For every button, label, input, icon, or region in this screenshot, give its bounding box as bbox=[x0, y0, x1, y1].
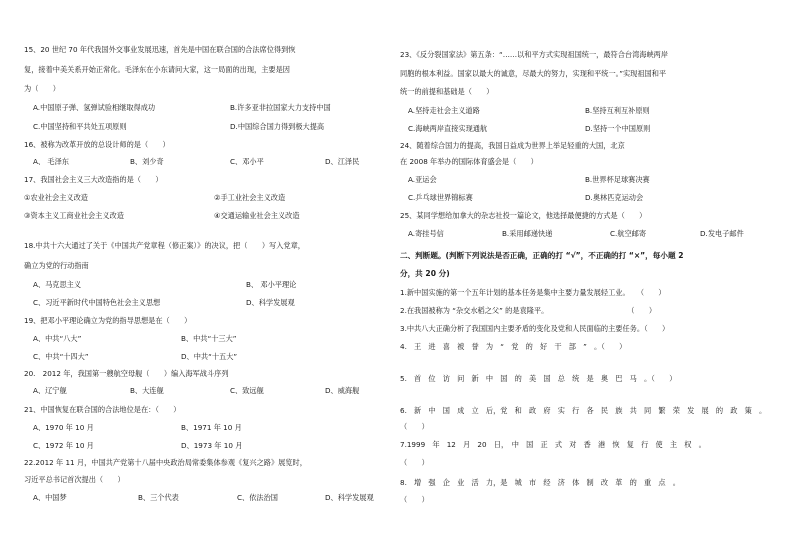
q24-stem-line2: 在 2008 年举办的国际体育盛会是（ ） bbox=[400, 157, 538, 166]
q19-option-a: A、中共“八大” bbox=[33, 334, 82, 343]
q15-option-b: B.许多亚非拉国家大力支持中国 bbox=[230, 103, 331, 112]
q17-option-2: ②手工业社会主义改造 bbox=[214, 193, 286, 202]
q19-option-c: C、中共“十四大” bbox=[33, 352, 89, 361]
q15-option-a: A.中国原子弹、氢弹试验相继取得成功 bbox=[33, 103, 156, 112]
q19-option-b: B、中共“十三大” bbox=[181, 334, 237, 343]
q16-option-a: A、 毛泽东 bbox=[33, 157, 69, 166]
q25-option-c: C.航空邮寄 bbox=[610, 229, 647, 238]
q20-stem: 20. 2012 年，我国第一艘航空母舰（ ）编入海军战斗序列 bbox=[24, 369, 229, 378]
q18-option-a: A、马克思主义 bbox=[33, 280, 82, 289]
q23-option-d: D.坚持一个中国原则 bbox=[585, 124, 651, 133]
q18-stem-line2: 确立为党的行动指南 bbox=[24, 261, 89, 270]
tf-statement-3: 3.中共八大正确分析了我国国内主要矛盾的变化及党和人民面临的主要任务。（ ） bbox=[400, 324, 670, 333]
q18-option-c: C、习近平新时代中国特色社会主义思想 bbox=[33, 298, 161, 307]
q19-option-d: D、中共“十五大” bbox=[181, 352, 238, 361]
q22-option-a: A、中国梦 bbox=[33, 493, 67, 502]
q20-option-a: A、辽宁舰 bbox=[33, 386, 67, 395]
q16-stem: 16、被称为改革开放的总设计师的是（ ） bbox=[24, 140, 170, 149]
q21-option-a: A、1970 年 10 月 bbox=[33, 423, 94, 432]
q23-stem-line3: 统一的前提和基础是（ ） bbox=[400, 87, 494, 96]
tf-statement-7-blank: （ ） bbox=[400, 458, 429, 467]
tf-statement-6-blank: （ ） bbox=[400, 422, 429, 431]
q15-stem-line1: 15、20 世纪 70 年代我国外交事业发展迅速，首先是中国在联合国的合法席位得到恢 bbox=[24, 45, 296, 54]
q24-option-d: D.奥林匹克运动会 bbox=[585, 193, 644, 202]
tf-statement-6: 6. 新 中 国 成 立 后，党 和 政 府 实 行 各 民 族 共 同 繁 荣 发 展 的 政 策 。 bbox=[400, 406, 767, 415]
q16-option-b: B、刘少奇 bbox=[130, 157, 164, 166]
q21-option-b: B、1971 年 10 月 bbox=[181, 423, 242, 432]
q21-stem: 21、中国恢复在联合国的合法地位是在：（ ） bbox=[24, 405, 181, 414]
q25-option-a: A.寄挂号信 bbox=[408, 229, 444, 238]
q22-stem-line2: 习近平总书记首次提出（ ） bbox=[24, 475, 125, 484]
tf-statement-8: 8. 增 强 企 业 活 力，是 城 市 经 济 体 制 改 革 的 重 点 。 bbox=[400, 478, 680, 487]
q23-stem-line2: 同胞的根本利益。国家以最大的诚意，尽最大的努力，实现和平统一。”实现祖国和平 bbox=[400, 69, 667, 78]
q17-stem: 17、我国社会主义三大改造指的是（ ） bbox=[24, 175, 163, 184]
tf-statement-8-blank: （ ） bbox=[400, 495, 429, 504]
tf-statement-4: 4. 王 进 喜 被 誉 为 “ 党 的 好 干 部 ” 。（ ） bbox=[400, 342, 627, 351]
q15-stem-line2: 复，接着中美关系开始正常化。毛泽东在小东请问大家，这一局面的出现，主要是因 bbox=[24, 65, 290, 74]
q17-option-3: ③资本主义工商业社会主义改造 bbox=[24, 211, 124, 220]
q24-stem-line1: 24、随着综合国力的提高，我国日益成为世界上举足轻重的大国，北京 bbox=[400, 141, 625, 150]
q24-option-c: C.乒乓球世界锦标赛 bbox=[408, 193, 473, 202]
tf-statement-2: 2.在我国被称为 “杂交水稻之父” 的是袁隆平。 （ ） bbox=[400, 306, 657, 315]
q22-option-c: C、依法治国 bbox=[237, 493, 278, 502]
q23-option-a: A.坚持走社会主义道路 bbox=[408, 106, 480, 115]
q24-option-b: B.世界杯足球赛决赛 bbox=[585, 175, 650, 184]
q18-option-d: D、科学发展观 bbox=[246, 298, 295, 307]
q22-option-b: B、三个代表 bbox=[138, 493, 179, 502]
tf-statement-1: 1.新中国实施的第一个五年计划的基本任务是集中主要力量发展轻工业。 （ ） bbox=[400, 288, 666, 297]
q25-option-b: B.采用邮递快递 bbox=[502, 229, 553, 238]
tf-statement-5: 5. 首 位 访 问 新 中 国 的 美 国 总 统 是 奥 巴 马 。（ ） bbox=[400, 374, 677, 383]
q18-option-b: B、 邓小平理论 bbox=[246, 280, 297, 289]
section2-heading-line2: 分，共 20 分) bbox=[400, 269, 450, 278]
section2-heading-line1: 二、判断题。(判断下列说法是否正确，正确的打 “√”，不正确的打 “×”，每小题 2 bbox=[400, 251, 684, 260]
q15-option-c: C.中国坚持和平共处五项原则 bbox=[33, 122, 127, 131]
q17-option-1: ①农业社会主义改造 bbox=[24, 193, 88, 202]
q20-option-d: D、威海舰 bbox=[325, 386, 360, 395]
q22-option-d: D、科学发展观 bbox=[325, 493, 374, 502]
q21-option-c: C、1972 年 10 月 bbox=[33, 441, 94, 450]
q22-stem-line1: 22.2012 年 11 月，中国共产党第十八届中央政治局常委集体参观《复兴之路》展览时， bbox=[24, 458, 307, 467]
q25-stem: 25、某同学想给加拿大的杂志社投一篇论文，他选择最便捷的方式是（ ） bbox=[400, 211, 647, 220]
q15-stem-line3: 为（ ） bbox=[24, 84, 60, 93]
q20-option-c: C、致远舰 bbox=[230, 386, 264, 395]
q19-stem: 19、把邓小平理论确立为党的指导思想是在（ ） bbox=[24, 316, 192, 325]
q18-stem-line1: 18.中共十六大通过了关于《中国共产党章程（修正案）》的决议，把（ ）写入党章， bbox=[24, 241, 305, 250]
q25-option-d: D.发电子邮件 bbox=[700, 229, 744, 238]
q24-option-a: A.亚运会 bbox=[408, 175, 437, 184]
q20-option-b: B、大连舰 bbox=[130, 386, 164, 395]
q15-option-d: D.中国综合国力得到极大提高 bbox=[230, 122, 325, 131]
q23-stem-line1: 23、《反分裂国家法》第五条：“……以和平方式实现祖国统一，最符合台湾海峡两岸 bbox=[400, 50, 669, 59]
q23-option-c: C.海峡两岸直接实现通航 bbox=[408, 124, 488, 133]
q17-option-4: ④交通运输业社会主义改造 bbox=[214, 211, 300, 220]
q16-option-d: D、江泽民 bbox=[325, 157, 360, 166]
q23-option-b: B.坚持互利互补原则 bbox=[585, 106, 650, 115]
tf-statement-7: 7.1999 年 12 月 20 日， 中 国 正 式 对 香 港 恢 复 行 使 主 权 。 bbox=[400, 440, 706, 449]
q21-option-d: D、1973 年 10 月 bbox=[181, 441, 243, 450]
q16-option-c: C、邓小平 bbox=[230, 157, 264, 166]
